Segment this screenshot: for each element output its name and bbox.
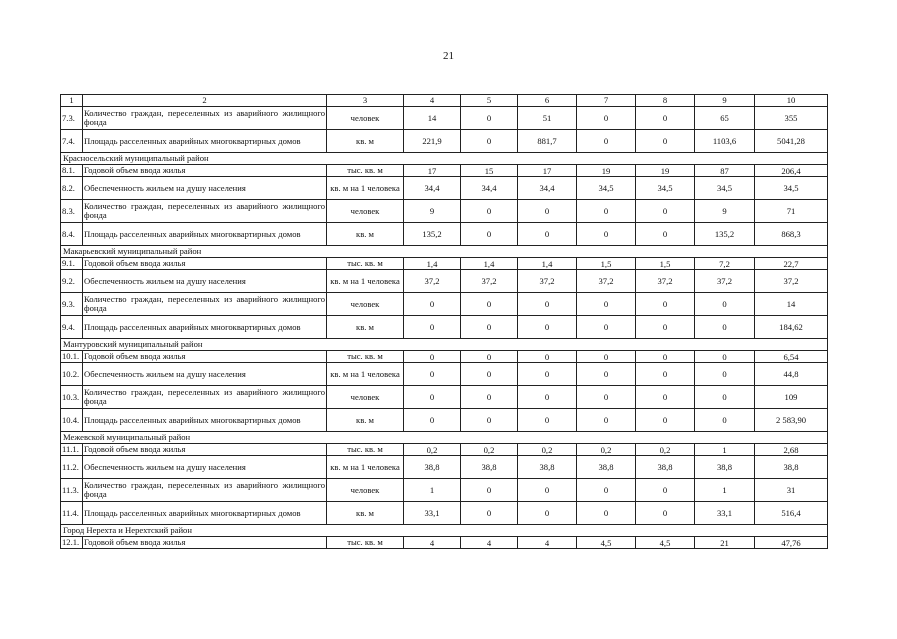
value-cell: 37,2 [695,270,755,293]
value-cell: 1 [695,444,755,456]
value-cell: 0 [636,107,695,130]
column-header: 5 [461,95,518,107]
row-index-cell: 8.1. [61,165,83,177]
unit-cell: кв. м [327,502,404,525]
row-index-cell: 7.4. [61,130,83,153]
table-row [61,351,828,363]
row-index-cell: 11.1. [61,444,83,456]
row-index-cell: 11.3. [61,479,83,502]
value-cell: 0 [577,502,636,525]
value-cell: 37,2 [755,270,828,293]
column-header: 7 [577,95,636,107]
unit-cell: кв. м [327,223,404,246]
value-cell: 37,2 [636,270,695,293]
value-cell: 0,2 [404,444,461,456]
table-row [61,409,828,432]
value-cell: 868,3 [755,223,828,246]
indicator-name-cell: Количество граждан, переселенных из аварийного жилищного фонда [83,386,327,409]
value-cell: 0 [636,409,695,432]
row-index-cell: 10.3. [61,386,83,409]
value-cell: 34,4 [404,177,461,200]
unit-cell: кв. м на 1 человека [327,363,404,386]
value-cell: 2 583,90 [755,409,828,432]
indicator-name-cell: Площадь расселенных аварийных многоквартирных домов [83,316,327,339]
value-cell: 135,2 [695,223,755,246]
value-cell: 51 [518,107,577,130]
table-row [61,270,828,293]
table-row [61,502,828,525]
unit-cell: кв. м на 1 человека [327,270,404,293]
value-cell: 0 [518,316,577,339]
table-row [61,444,828,456]
value-cell: 19 [636,165,695,177]
value-cell: 19 [577,165,636,177]
indicator-name-cell: Обеспеченность жильем на душу населения [83,456,327,479]
value-cell: 0 [636,130,695,153]
value-cell: 37,2 [404,270,461,293]
value-cell: 44,8 [755,363,828,386]
unit-cell: человек [327,107,404,130]
value-cell: 4 [518,537,577,549]
value-cell: 38,8 [404,456,461,479]
column-header: 1 [61,95,83,107]
value-cell: 34,5 [695,177,755,200]
value-cell: 0 [461,130,518,153]
value-cell: 0 [636,200,695,223]
value-cell: 34,5 [755,177,828,200]
value-cell: 0 [577,363,636,386]
value-cell: 0 [461,200,518,223]
indicator-name-cell: Годовой объем ввода жилья [83,165,327,177]
value-cell: 6,54 [755,351,828,363]
indicator-name-cell: Обеспеченность жильем на душу населения [83,363,327,386]
row-index-cell: 10.1. [61,351,83,363]
indicator-name-cell: Годовой объем ввода жилья [83,258,327,270]
value-cell: 1 [404,479,461,502]
value-cell: 0 [518,386,577,409]
value-cell: 0 [518,351,577,363]
value-cell: 37,2 [461,270,518,293]
value-cell: 0 [461,409,518,432]
value-cell: 37,2 [518,270,577,293]
value-cell: 0,2 [461,444,518,456]
value-cell: 2,68 [755,444,828,456]
row-index-cell: 9.3. [61,293,83,316]
unit-cell: человек [327,293,404,316]
value-cell: 4,5 [577,537,636,549]
value-cell: 14 [404,107,461,130]
value-cell: 0 [695,386,755,409]
indicator-table [60,94,828,549]
value-cell: 5041,28 [755,130,828,153]
value-cell: 0 [518,363,577,386]
value-cell: 0 [404,386,461,409]
value-cell: 71 [755,200,828,223]
value-cell: 0 [695,316,755,339]
value-cell: 0 [518,293,577,316]
indicator-name-cell: Обеспеченность жильем на душу населения [83,270,327,293]
value-cell: 22,7 [755,258,828,270]
column-header: 2 [83,95,327,107]
row-index-cell: 10.4. [61,409,83,432]
value-cell: 0 [461,293,518,316]
value-cell: 0 [461,351,518,363]
value-cell: 0 [695,293,755,316]
value-cell: 0,2 [636,444,695,456]
value-cell: 0 [461,107,518,130]
value-cell: 0 [636,386,695,409]
value-cell: 0 [518,223,577,246]
section-title: Межевской муниципальный район [61,432,828,444]
section-row [61,246,828,258]
table-row [61,386,828,409]
section-row [61,525,828,537]
row-index-cell: 12.1. [61,537,83,549]
value-cell: 0 [636,223,695,246]
value-cell: 1,5 [636,258,695,270]
indicator-name-cell: Количество граждан, переселенных из аварийного жилищного фонда [83,293,327,316]
value-cell: 38,8 [518,456,577,479]
value-cell: 1,4 [404,258,461,270]
value-cell: 0,2 [518,444,577,456]
table-row [61,363,828,386]
value-cell: 0 [577,316,636,339]
unit-cell: тыс. кв. м [327,165,404,177]
column-header: 6 [518,95,577,107]
value-cell: 0 [577,223,636,246]
value-cell: 17 [404,165,461,177]
indicator-name-cell: Количество граждан, переселенных из аварийного жилищного фонда [83,107,327,130]
unit-cell: тыс. кв. м [327,537,404,549]
value-cell: 17 [518,165,577,177]
value-cell: 0 [636,479,695,502]
value-cell: 0 [404,363,461,386]
section-title: Макарьевский муниципальный район [61,246,828,258]
value-cell: 221,9 [404,130,461,153]
value-cell: 0 [577,293,636,316]
column-header: 4 [404,95,461,107]
column-header: 3 [327,95,404,107]
page-number: 21 [443,50,454,62]
indicator-name-cell: Количество граждан, переселенных из аварийного жилищного фонда [83,200,327,223]
row-index-cell: 11.2. [61,456,83,479]
value-cell: 0 [461,316,518,339]
row-index-cell: 9.1. [61,258,83,270]
value-cell: 881,7 [518,130,577,153]
row-index-cell: 8.4. [61,223,83,246]
indicator-name-cell: Годовой объем ввода жилья [83,351,327,363]
value-cell: 0 [518,409,577,432]
table-header-row [61,95,828,107]
value-cell: 355 [755,107,828,130]
table-row [61,316,828,339]
row-index-cell: 10.2. [61,363,83,386]
value-cell: 0 [577,200,636,223]
value-cell: 15 [461,165,518,177]
value-cell: 516,4 [755,502,828,525]
table-row [61,293,828,316]
indicator-name-cell: Годовой объем ввода жилья [83,537,327,549]
value-cell: 38,8 [461,456,518,479]
table-row [61,130,828,153]
unit-cell: тыс. кв. м [327,351,404,363]
table-row [61,456,828,479]
indicator-name-cell: Обеспеченность жильем на душу населения [83,177,327,200]
section-title: Мантуровский муниципальный район [61,339,828,351]
unit-cell: кв. м [327,316,404,339]
value-cell: 65 [695,107,755,130]
value-cell: 0 [695,363,755,386]
table-row [61,107,828,130]
value-cell: 0 [636,351,695,363]
value-cell: 0 [404,293,461,316]
unit-cell: кв. м на 1 человека [327,177,404,200]
value-cell: 0 [636,316,695,339]
value-cell: 14 [755,293,828,316]
table-row [61,165,828,177]
value-cell: 0 [518,200,577,223]
unit-cell: кв. м [327,130,404,153]
value-cell: 38,8 [577,456,636,479]
value-cell: 0 [636,502,695,525]
value-cell: 21 [695,537,755,549]
value-cell: 0 [577,479,636,502]
value-cell: 0 [518,502,577,525]
table-row [61,223,828,246]
unit-cell: тыс. кв. м [327,444,404,456]
value-cell: 1,4 [518,258,577,270]
value-cell: 0,2 [577,444,636,456]
value-cell: 38,8 [695,456,755,479]
value-cell: 9 [695,200,755,223]
value-cell: 0 [636,293,695,316]
value-cell: 0 [404,351,461,363]
value-cell: 0 [577,409,636,432]
column-header: 9 [695,95,755,107]
column-header: 8 [636,95,695,107]
row-index-cell: 9.2. [61,270,83,293]
value-cell: 0 [461,223,518,246]
row-index-cell: 7.3. [61,107,83,130]
value-cell: 1,4 [461,258,518,270]
value-cell: 9 [404,200,461,223]
value-cell: 0 [461,479,518,502]
value-cell: 0 [461,502,518,525]
value-cell: 1,5 [577,258,636,270]
value-cell: 0 [461,386,518,409]
section-row [61,339,828,351]
value-cell: 109 [755,386,828,409]
value-cell: 33,1 [695,502,755,525]
unit-cell: кв. м [327,409,404,432]
value-cell: 7,2 [695,258,755,270]
indicator-name-cell: Площадь расселенных аварийных многоквартирных домов [83,409,327,432]
section-title: Красносельский муниципальный район [61,153,828,165]
table-row [61,479,828,502]
value-cell: 1103,6 [695,130,755,153]
value-cell: 0 [404,409,461,432]
value-cell: 34,4 [518,177,577,200]
row-index-cell: 9.4. [61,316,83,339]
unit-cell: человек [327,200,404,223]
value-cell: 0 [577,107,636,130]
value-cell: 31 [755,479,828,502]
table-row [61,258,828,270]
column-header: 10 [755,95,828,107]
section-row [61,153,828,165]
value-cell: 0 [518,479,577,502]
value-cell: 0 [577,130,636,153]
value-cell: 206,4 [755,165,828,177]
value-cell: 33,1 [404,502,461,525]
indicator-name-cell: Площадь расселенных аварийных многоквартирных домов [83,223,327,246]
indicator-name-cell: Площадь расселенных аварийных многоквартирных домов [83,502,327,525]
section-row [61,432,828,444]
unit-cell: человек [327,386,404,409]
value-cell: 0 [577,386,636,409]
value-cell: 34,5 [577,177,636,200]
value-cell: 4,5 [636,537,695,549]
value-cell: 34,4 [461,177,518,200]
row-index-cell: 11.4. [61,502,83,525]
value-cell: 135,2 [404,223,461,246]
unit-cell: человек [327,479,404,502]
value-cell: 4 [404,537,461,549]
table-row [61,177,828,200]
table-row [61,200,828,223]
value-cell: 1 [695,479,755,502]
indicator-name-cell: Площадь расселенных аварийных многоквартирных домов [83,130,327,153]
value-cell: 34,5 [636,177,695,200]
value-cell: 0 [695,409,755,432]
value-cell: 38,8 [636,456,695,479]
row-index-cell: 8.3. [61,200,83,223]
indicator-name-cell: Количество граждан, переселенных из аварийного жилищного фонда [83,479,327,502]
row-index-cell: 8.2. [61,177,83,200]
unit-cell: кв. м на 1 человека [327,456,404,479]
value-cell: 0 [577,351,636,363]
value-cell: 0 [695,351,755,363]
value-cell: 0 [461,363,518,386]
value-cell: 47,76 [755,537,828,549]
table-row [61,537,828,549]
indicator-name-cell: Годовой объем ввода жилья [83,444,327,456]
value-cell: 87 [695,165,755,177]
section-title: Город Нерехта и Нерехтский район [61,525,828,537]
unit-cell: тыс. кв. м [327,258,404,270]
value-cell: 4 [461,537,518,549]
value-cell: 37,2 [577,270,636,293]
value-cell: 0 [636,363,695,386]
value-cell: 38,8 [755,456,828,479]
value-cell: 0 [404,316,461,339]
value-cell: 184,62 [755,316,828,339]
